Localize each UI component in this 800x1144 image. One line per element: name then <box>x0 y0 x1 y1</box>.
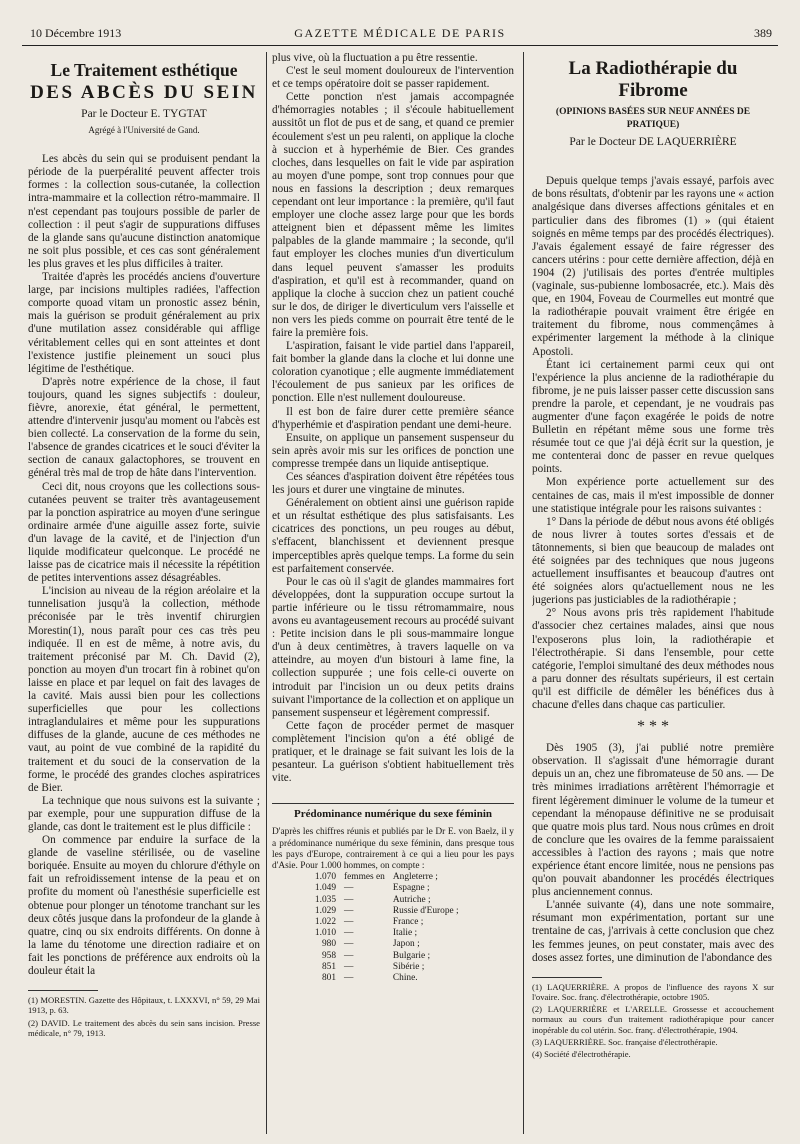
paragraph: C'est le seul moment douloureux de l'intervention et ce temps opératoire doit se passer rapidement. <box>272 65 514 91</box>
table-cell: 801 <box>321 972 336 983</box>
header-date: 10 Décembre 1913 <box>30 26 122 40</box>
footnote: (2) DAVID. Le traitement des abcès du sein sans incision. Presse médicale, n° 79, 1913. <box>28 1017 260 1038</box>
box-rule <box>272 803 514 804</box>
box-text: D'après les chiffres réunis et publiés par le Dr E. von Baelz, il y a prédominance numérique du sexe féminin, dans presque tous les pays d'Europe, contrairement à ce qui a lieu pour les pays d'Asie. Pour 1.000 hommes, on compte : <box>272 827 514 871</box>
table-row <box>280 872 463 883</box>
running-header <box>22 26 778 42</box>
paragraph: Ces séances d'aspiration doivent être répétées tous les jours et durer une vingtaine de minutes. <box>272 471 514 497</box>
table-cell: Chine. <box>392 972 418 983</box>
paragraph: D'après notre expérience de la chose, il faut toujours, quand les signes subjectifs : douleur, fièvre, anorexie, état général, le permettent, attendre d'intervenir jusqu'au moment ou l'abcès est bien collecté. La conservation de la forme du sein, l'absence de grandes cicatrices et le souci d'éviter la section de canaux galactophores, se trouvent en général très mal de trop de hâte dans l'intervention. <box>28 375 260 480</box>
paragraph: Les abcès du sein qui se produisent pendant la période de la puerpéralité peuvent affecter trois formes : la collection sous-cutanée, la collection intra-mammaire et la collection rétro-mammaire. Il n'est cependant pas toujours possible de parler de collection : il peut s'agir de suppurations diffuses de la glande sans qu'aucune distinction anatomique ne soit plus possible, et ces cas sont généralement les plus graves et les plus difficiles à traiter. <box>28 153 260 270</box>
paragraph: L'année suivante (4), dans une note sommaire, résumant mon expérimentation, portant sur une trentaine de cas, j'arrivais à cette conclusion que chez les femmes jeunes, on peut constater, mais avec des doses assez fortes, une diminution de l'abondance des <box>532 899 774 964</box>
paragraph: On commence par enduire la surface de la glande de vaseline stérilisée, ou de vaseline boriquée. Ensuite au moyen du chlorure d'éthyle on fait un refroidissement intense de la peau et on profite du moment où l'anesthésie superficielle est obtenue pour plonger un ténotome tranchant sur les deux côtés jusque dans la profondeur de la glande à quatre, cinq ou six endroits différents. On donne à la lame du ténotome une direction radiaire et on fait les ponctions de préférence aux endroits où la douleur était la <box>28 834 260 977</box>
table-cell: 958 <box>321 950 336 961</box>
article-subtitle-radiotherapie: (OPINIONS BASÉES SUR NEUF ANNÉES DE PRATIQUE) <box>555 107 751 131</box>
column-2 <box>272 52 514 1138</box>
footnote: (4) Société d'électrothérapie. <box>532 1048 631 1059</box>
column-1 <box>28 52 260 1138</box>
table-cell: 851 <box>321 961 336 972</box>
column-divider-1 <box>266 52 267 1134</box>
table-cell: Angleterre ; <box>392 872 438 883</box>
table-row <box>280 939 463 950</box>
paragraph: 1° Dans la période de début nous avons été obligés de nous livrer à toutes sortes d'essais et de tâtonnements, si bien que beaucoup de malades ont été soignées par des techniques que nous jugeons actuellement insuffisantes et beaucoup d'autres ont été soignées alors qu'actuellement nous ne les jugerions pas justiciables de la radiothérapie ; <box>532 515 774 607</box>
paragraph: plus vive, où la fluctuation a pu être ressentie. <box>272 52 478 64</box>
header-rule <box>22 45 778 46</box>
article-title-esthetique: Le Traitement esthétique <box>50 60 238 80</box>
table-cell: Japon ; <box>392 939 420 950</box>
column-divider-2 <box>523 52 524 1134</box>
section-separator-asterisks: * * * <box>637 718 669 736</box>
table-cell: — <box>344 972 354 983</box>
table-row <box>280 883 463 894</box>
table-cell: 1.035 <box>314 894 336 905</box>
table-row <box>280 917 463 928</box>
table-cell: 980 <box>321 939 336 950</box>
table-row <box>280 906 463 917</box>
table-cell: Sibérie ; <box>392 961 425 972</box>
byline-tygtat: Par le Docteur E. TYGTAT <box>81 108 207 120</box>
table-cell: — <box>344 916 354 927</box>
table-cell: Bulgarie ; <box>392 950 431 961</box>
article-title-radiotherapie: La Radiothérapie du Fibrome <box>568 58 738 101</box>
table-cell: France ; <box>392 916 424 927</box>
footnote: (1) LAQUERRIÈRE. A propos de l'influence des rayons X sur l'ovaire. Soc. franç. d'électrothérapie, octobre 1905. <box>532 981 774 1002</box>
paragraph: Il est bon de faire durer cette première séance d'hyperhémie et d'aspiration pendant une demi-heure. <box>272 405 514 431</box>
affiliation-tygtat: Agrégé à l'Université de Gand. <box>88 125 200 136</box>
paragraph: Dès 1905 (3), j'ai publié notre première observation. Il s'agissait d'une hémorragie durant depuis un an, chez une fibromateuse de 50 ans. — De très minimes irradiations arrêtèrent l'hémorragie et firent légèrement diminuer le volume de la tumeur et cependant la ménopause définitive ne se produisait que quatre mois plus tard. Nous nous crûmes en droit de conclure que les ovaires de la femme paraissaient accessibles à l'action des rayons ; mais que notre expérience étant encore limitée, nous ne pensions pas qu'on pouvait abandonner les procédés électriques plus anciennement connus. <box>532 742 774 899</box>
table-cell: 1.022 <box>314 916 336 927</box>
table-cell: — <box>344 905 354 916</box>
paragraph: Ceci dit, nous croyons que les collections sous-cutanées peuvent se traiter très avantageusement par la ponction aspiratrice au moyen d'une seringue ordinaire armée d'une aiguille assez forte, suivie d'un lavage de la cavité, et de l'injection d'un liquide modificateur quelconque. Le procédé ne laisse pas de cicatrice mais il nécessite la répétition de petites interventions assez désagréables. <box>28 480 260 585</box>
table-cell: 1.029 <box>314 905 336 916</box>
table-row <box>280 951 463 962</box>
table-cell: Italie ; <box>392 928 418 939</box>
column-3 <box>532 52 774 1138</box>
footnote-rule <box>28 990 98 991</box>
table-row <box>280 928 463 939</box>
footnote-rule <box>532 977 602 978</box>
footnote: (1) MORESTIN. Gazette des Hôpitaux, t. LXXXVI, n° 59, 29 Mai 1913, p. 63. <box>28 995 260 1016</box>
paragraph: Depuis quelque temps j'avais essayé, parfois avec de bons résultats, d'obtenir par les rayons une « action analgésique dans diverses affections génitales et en particulier dans des fibromes (1) » (qui étaient soignés en même temps par des procédés électriques). J'avais également essayé de faire régresser des cancers utérins : pour cette dernière affection, déjà en 1904 (2) j'utilisais des portes d'entrée multiples (vaginale, sus-pubienne lombosacrée, etc.). Mais dès que, en 1904, Foveau de Courmelles eut montré que la radiothérapie pouvait vraiment être érigée en traitement du fibrome, nous commençâmes à expérimenter largement la méthode à la clinique Apostoli. <box>532 175 774 358</box>
paragraph: 2° Nous avons pris très rapidement l'habitude d'associer chez certaines malades, ainsi que nous l'exposerons plus loin, la radiothérapie et l'électrothérapie. Si dans l'ensemble, pour cette catégorie, l'emploi simultané des deux méthodes nous a paru donner des résultats supérieurs, il est certain qu'il est difficile de démêler les bénéfices dus à chacune d'elles dans chaque cas particulier. <box>532 607 774 712</box>
box-title: Prédominance numérique du sexe féminin <box>294 808 492 821</box>
table-cell: Espagne ; <box>392 883 430 894</box>
paragraph: Généralement on obtient ainsi une guérison rapide et un résultat esthétique des plus satisfaisants. Les cicatrices des ponctions, un peu rouges au début, s'effacent, blanchissent et deviennent presque imperceptibles après quelque temps. La forme du sein est parfaitement conservée. <box>272 497 514 575</box>
paragraph: L'aspiration, faisant le vide partiel dans l'appareil, fait bomber la glande dans la cloche et lui donne une coloration cyanotique ; elle augmente immédiatement l'écoulement de pus sanieux par les orifices de ponction. Elle n'est nullement douloureuse. <box>272 340 514 405</box>
paragraph: Cette façon de procéder permet de masquer complètement l'incision qu'on a été obligé de pratiquer, et le drainage se fait suivant les lois de la pesanteur. La guérison s'obtient habituellement très vite. <box>272 719 514 785</box>
header-page-number: 389 <box>754 26 772 40</box>
table-cell: femmes en <box>344 872 385 883</box>
article-title-abces: DES ABCÈS DU SEIN <box>30 82 258 103</box>
table-row <box>280 895 463 906</box>
table-cell: — <box>344 894 354 905</box>
paragraph: La technique que nous suivons est la suivante ; par exemple, pour une suppuration diffuse de la glande, cas dont le traitement est le plus difficile : <box>28 794 260 833</box>
footnote: (3) LAQUERRIÈRE. Soc. française d'électrothérapie. <box>532 1036 718 1047</box>
footnote: (2) LAQUERRIÈRE et L'ARELLE. Grossesse et accouchement normaux au cours d'un traitement radiothérapique pour cancer inopérable du col utérin. Soc. franç. d'électrothérapie, 1904. <box>532 1004 774 1035</box>
table-cell: Autriche ; <box>392 894 431 905</box>
table-cell: 1.010 <box>314 928 336 939</box>
table-cell: — <box>344 883 354 894</box>
table-cell: — <box>344 950 354 961</box>
paragraph: Étant ici certainement parmi ceux qui ont l'expérience la plus ancienne de la radiothérapie du fibrome, je ne puis laisser passer cette discussion sans prendre la parole, et cependant, je ne voudrais pas augmenter d'une façon exagérée le poids de notre Bulletin en répétant même sous une forme très résumée tout ce que j'ai déjà écrit sur la question, je me contenterai donc de passer en revue quelques points. <box>532 358 774 476</box>
table-cell: — <box>344 961 354 972</box>
byline-laquerriere: Par le Docteur DE LAQUERRIÈRE <box>569 136 737 149</box>
table-cell: Russie d'Europe ; <box>392 905 459 916</box>
paragraph: Mon expérience porte actuellement sur des centaines de cas, mais il m'est impossible de donner une statistique intégrale pour les raisons suivantes : <box>532 476 774 515</box>
paragraph: Ensuite, on applique un pansement suspenseur du sein après avoir mis sur les orifices de ponction une compresse trempée dans un liquide antiseptique. <box>272 431 514 470</box>
table-row <box>280 962 463 973</box>
paragraph: L'incision au niveau de la région aréolaire et la tunnelisation jusqu'à la collection, méthode préconisée par le très inventif chirurgien Morestin(1), nous paraît pour ces cas très peu indiquée. Il en est de même, à notre avis, du traitement préconisé par M. Ch. David (2), ponction au moyen d'un trocart fin à robinet qu'on laisse en place et par lequel on fait des lavages de la cavité. Mais aussi bien pour les collections superficielles que pour les collections intraglandulaires et même pour les suppurations diffuses de la glande, aucune de ces méthodes ne vaut, au point de vue combiné de la rapidité du traitement et du souci de la conservation de la forme, le procédé des grandes cloches aspiratrices de Bier. <box>28 585 260 794</box>
table-cell: 1.070 <box>314 872 336 883</box>
paragraph: Pour le cas où il s'agit de glandes mammaires fort développées, dont la suppuration occupe surtout la partie inférieure ou le tissu rétromammaire, nous avons eu avantageusement recours au procédé suivant : Petite incision dans le pli sous-mammaire longue d'un à deux centimètres, à travers laquelle on va atteindre, au moyen d'un bistouri à lame fine, la collection suppurée ; une fois celle-ci ouverte on introduit par l'incision un ou deux petits drains suivant l'importance de la collection et on applique un pansement suspenseur et légèrement compressif. <box>272 575 514 719</box>
header-journal: GAZETTE MÉDICALE DE PARIS <box>294 26 506 40</box>
table-cell: — <box>344 928 354 939</box>
paragraph: Cette ponction n'est jamais accompagnée d'hémorragies notables ; il s'écoule habituellement aussitôt un flot de pus et de sang, et quand ce premier écoulement s'est un peu ralenti, on applique la cloche à succion et à hyperhémie de Bier. Ces grandes cloches, dans lesquelles on fait le vide par aspiration au moyen d'une pompe, sont trop connues pour que nous en fassions la description ; deux remarques cependant ont leur importance : la première, qu'il faut employer une cloche assez large pour que les bords atteignent bien et dépassent même les limites palpables de la glande mammaire ; la seconde, qu'il faut employer les cloches munies d'un diverticulum dans lequel peuvent s'amasser les produits d'aspiration, et qu'il est à recommander, quand on applique la cloche à succion chez un patient couché sur le dos, de diriger le diverticulum vers l'aisselle et non vers les pieds comme on pourrait être tenté de le faire la première fois. <box>272 91 514 339</box>
table-cell: — <box>344 939 354 950</box>
paragraph: Traitée d'après les procédés anciens d'ouverture large, par incisions multiples radiées, l'affection comporte quoad vitam un pronostic assez bénin, mais la guérison se produit généralement au prix d'une mutilation assez considérable qui afflige véritablement celles qui en sont atteintes et dont l'existence justifie pleinement un souci plus légitime de l'esthétique. <box>28 271 260 375</box>
table-row <box>280 973 463 984</box>
sex-ratio-table <box>280 872 463 984</box>
table-cell: 1.049 <box>314 883 336 894</box>
